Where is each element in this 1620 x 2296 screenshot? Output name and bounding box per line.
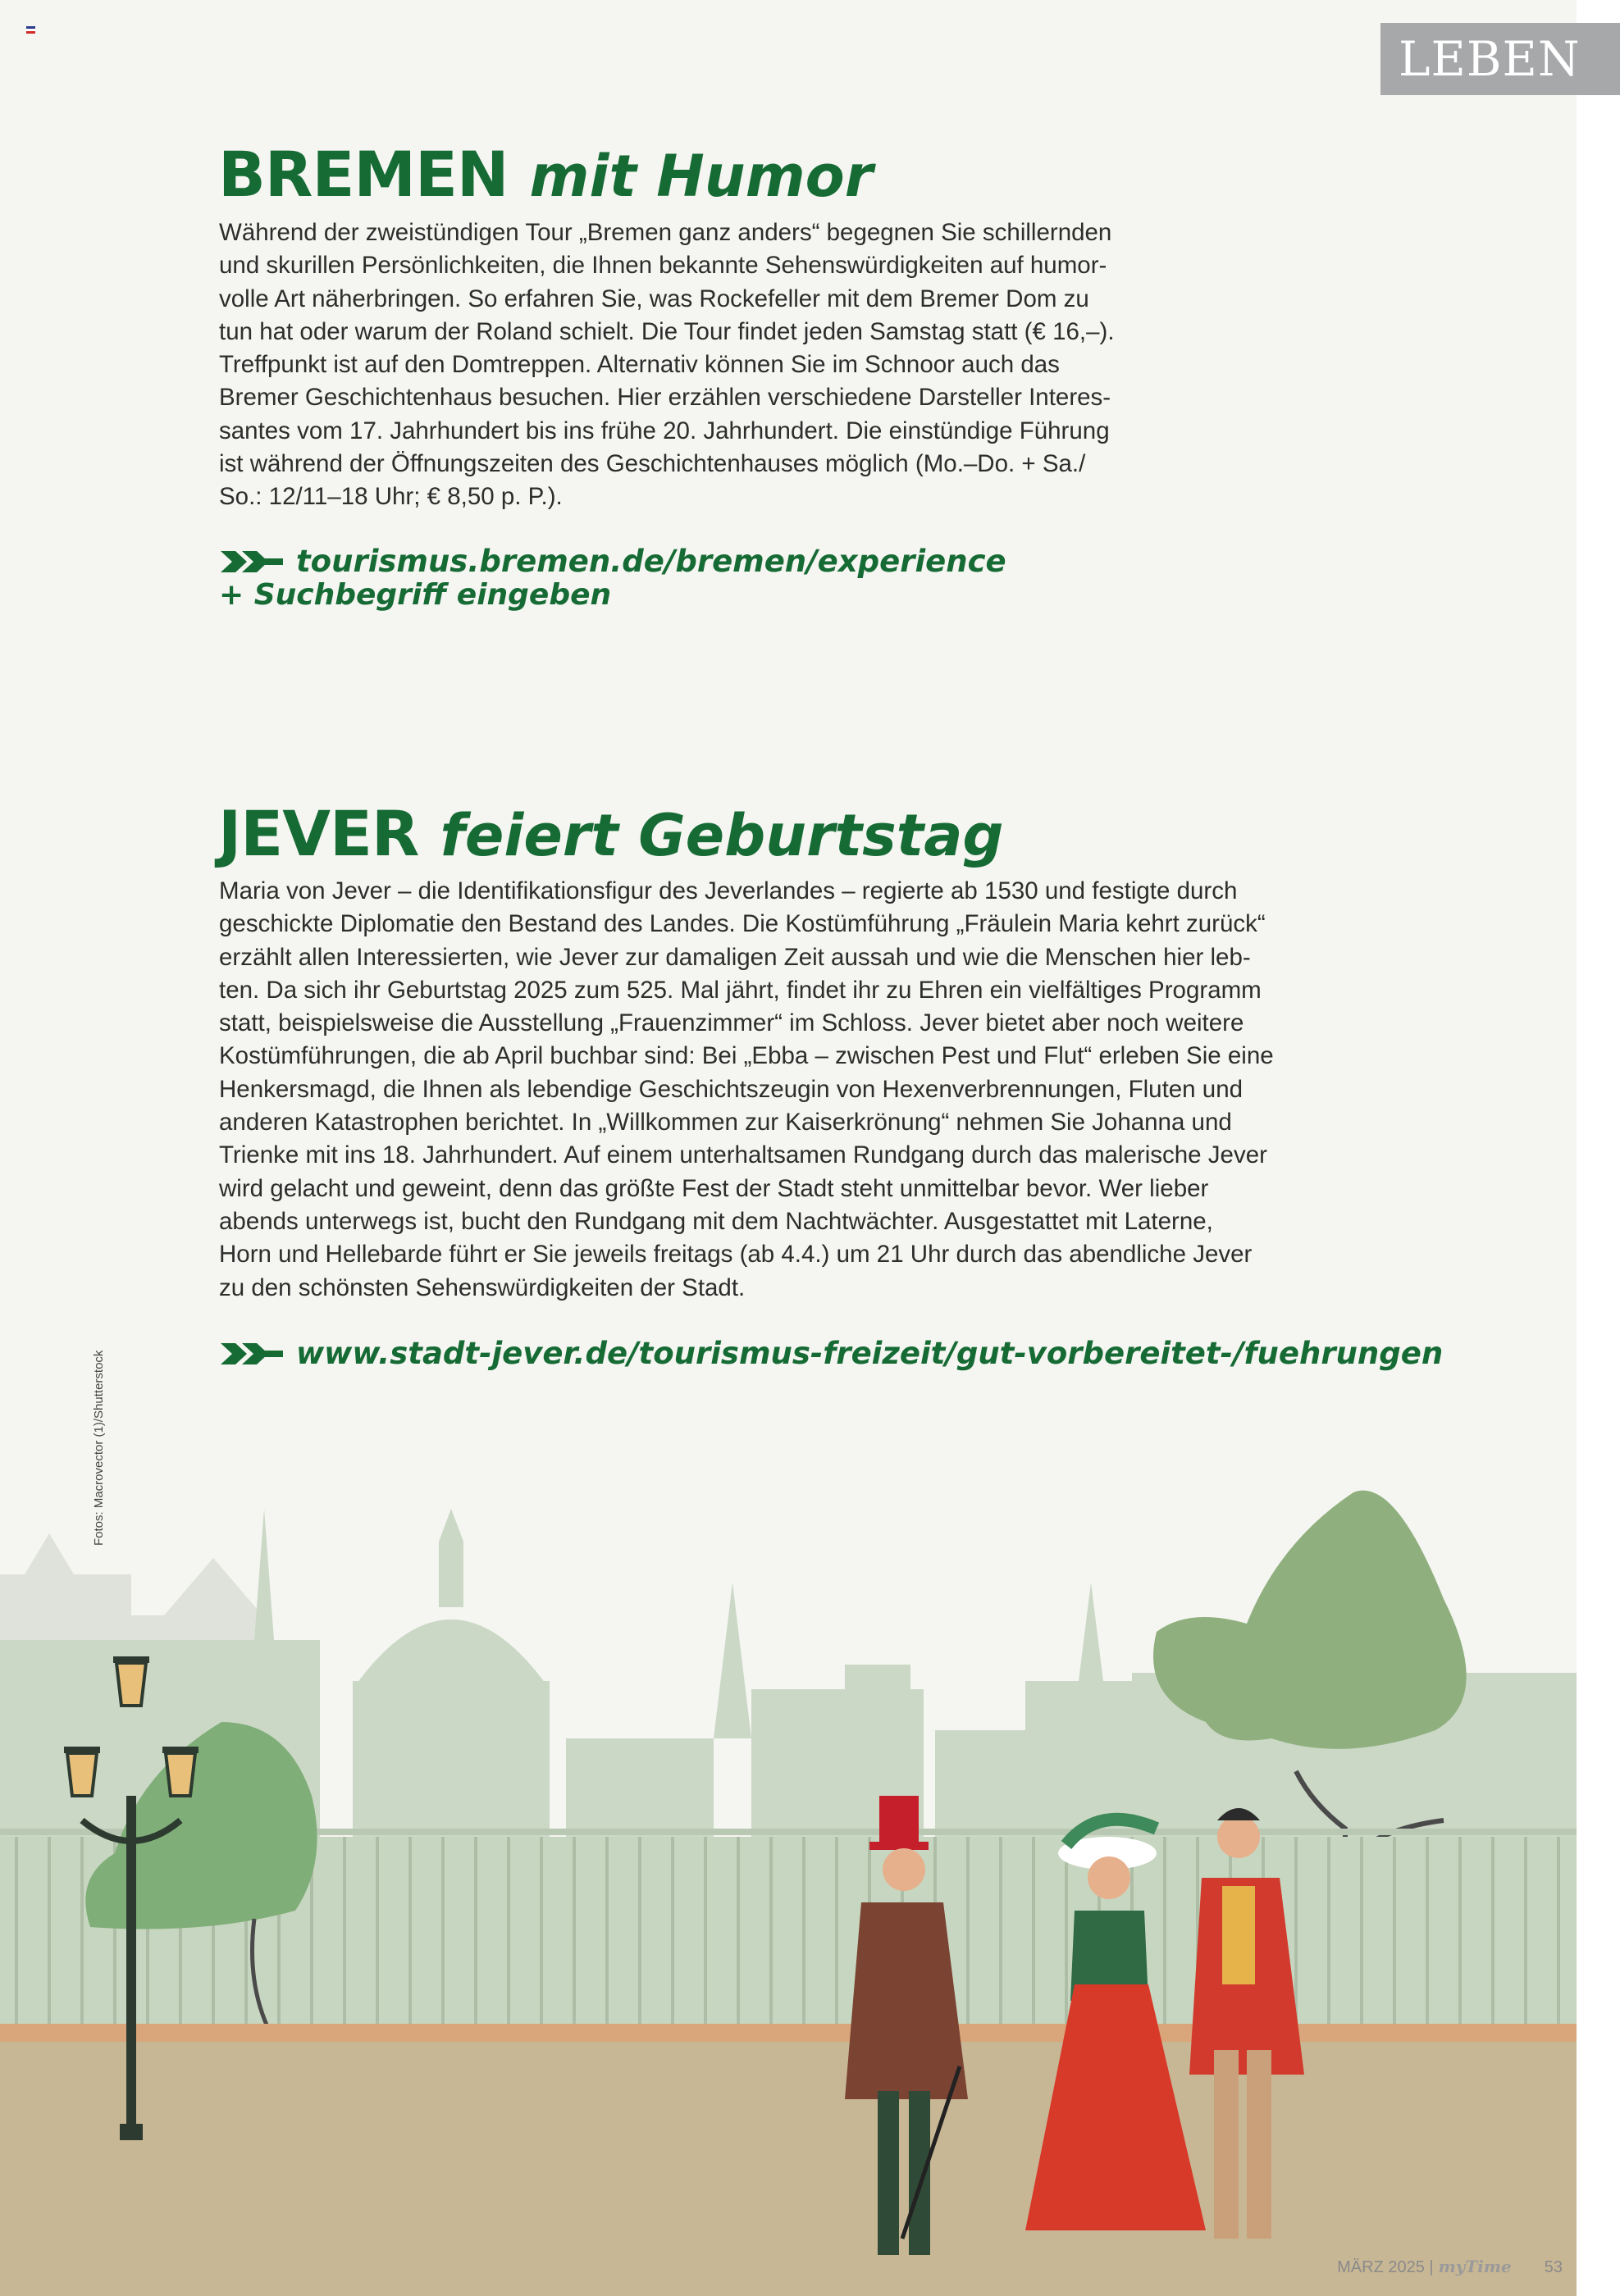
- bremen-heading: [218, 138, 873, 211]
- page-margin: [1577, 0, 1620, 2296]
- section-tag: LEBEN: [1380, 23, 1620, 95]
- issue-date: MÄRZ 2025 |: [1337, 2258, 1434, 2276]
- text-line: Horn und Hellebarde führt er Sie jeweils freitags (ab 4.4.) um 21 Uhr durch das abendliche Jever: [219, 1241, 1253, 1269]
- double-chevron-arrow-icon: [219, 1340, 285, 1368]
- double-chevron-arrow-icon: [219, 548, 285, 576]
- bremen-city-title: BREMEN: [218, 138, 509, 211]
- jever-link[interactable]: www.stadt-jever.de/tourismus-freizeit/gut-vorbereitet-/fuehrungen: [296, 1336, 1444, 1371]
- jever-title-rest: feiert Geburtstag: [440, 802, 1004, 869]
- text-line: volle Art näherbringen. So erfahren Sie, was Rockefeller mit dem Bremer Dom zu: [219, 285, 1089, 312]
- text-line: statt, beispielsweise die Ausstellung „Frauenzimmer“ im Schloss. Jever bietet aber noch weitere: [219, 1009, 1244, 1037]
- photo-credit: Fotos: Macrovector (1)/Shutterstock: [92, 1350, 106, 1546]
- magazine-brand: myTime: [1438, 2257, 1512, 2276]
- jever-city-title: JEVER: [218, 797, 419, 870]
- bremen-link-extra: + Suchbegriff eingeben: [219, 578, 612, 612]
- historic-town-scene-illustration: [0, 1476, 1577, 2296]
- text-line: erzählt allen Interessierten, wie Jever zur damaligen Zeit aussah und wie die Menschen hier leb-: [219, 943, 1251, 971]
- text-line: zu den schönsten Sehenswürdigkeiten der Stadt.: [219, 1273, 746, 1301]
- text-line: Kostümführungen, die ab April buchbar sind: Bei „Ebba – zwischen Pest und Flut“ erleben Sie eine: [219, 1042, 1274, 1070]
- jever-body: [219, 875, 1367, 1305]
- jever-heading: [218, 797, 1004, 870]
- jever-link-block[interactable]: [219, 1337, 1443, 1371]
- text-line: und skurillen Persönlichkeiten, die Ihnen bekannte Sehenswürdigkeiten auf humor-: [219, 252, 1107, 280]
- bremen-body: [219, 216, 1367, 514]
- text-line: geschickte Diplomatie den Bestand des Landes. Die Kostümführung „Fräulein Maria kehrt zurück“: [219, 910, 1266, 938]
- bremen-link-block[interactable]: [219, 544, 1006, 612]
- bremen-link[interactable]: tourismus.bremen.de/bremen/experience: [296, 544, 1006, 579]
- text-line: wird gelacht und geweint, denn das größte Fest der Stadt steht unmittelbar bevor. Wer lieber: [219, 1174, 1209, 1202]
- text-line: ist während der Öffnungszeiten des Geschichtenhauses möglich (Mo.–Do. + Sa./: [219, 450, 1086, 478]
- page-number: 53: [1544, 2258, 1563, 2276]
- page-footer: [1337, 2257, 1563, 2277]
- text-line: santes vom 17. Jahrhundert bis ins frühe 20. Jahrhundert. Die einstündige Führung: [219, 417, 1110, 444]
- flag-icon: [26, 26, 35, 34]
- text-line: Bremer Geschichtenhaus besuchen. Hier erzählen verschiedene Darsteller Interes-: [219, 384, 1111, 412]
- text-line: Trienke mit ins 18. Jahrhundert. Auf einem unterhaltsamen Rundgang durch das malerische Jever: [219, 1141, 1267, 1169]
- text-line: Henkersmagd, die Ihnen als lebendige Geschichtszeugin von Hexenverbrennungen, Fluten und: [219, 1075, 1244, 1103]
- text-line: tun hat oder warum der Roland schielt. Die Tour findet jeden Samstag statt (€ 16,–).: [219, 317, 1115, 345]
- text-line: Während der zweistündigen Tour „Bremen ganz anders“ begegnen Sie schillernden: [219, 219, 1112, 246]
- text-line: So.: 12/11–18 Uhr; € 8,50 p. P.).: [219, 483, 563, 511]
- text-line: ten. Da sich ihr Geburtstag 2025 zum 525. Mal jährt, findet ihr zu Ehren ein vielfältiges Programm: [219, 976, 1262, 1004]
- text-line: anderen Katastrophen berichtet. In „Willkommen zur Kaiserkrönung“ nehmen Sie Johanna und: [219, 1109, 1232, 1137]
- curb: [0, 2024, 1577, 2042]
- bremen-title-rest: mit Humor: [529, 143, 874, 210]
- text-line: Treffpunkt ist auf den Domtreppen. Alternativ können Sie im Schnoor auch das: [219, 351, 1060, 379]
- text-line: Maria von Jever – die Identifikationsfigur des Jeverlandes – regierte ab 1530 und festigte durch: [219, 877, 1238, 904]
- text-line: abends unterwegs ist, bucht den Rundgang mit dem Nachtwächter. Ausgestattet mit Laterne,: [219, 1207, 1213, 1235]
